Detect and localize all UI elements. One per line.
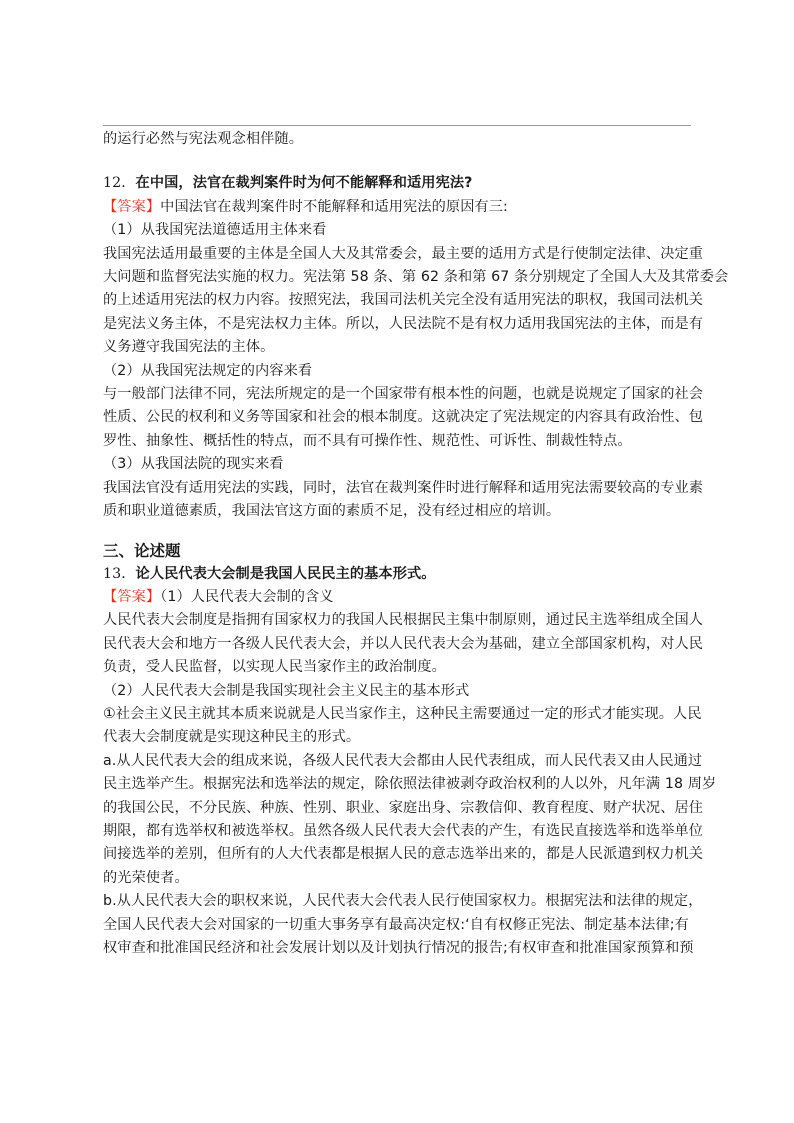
intro-line: 的运行必然与宪法观念相伴随。 [103, 131, 304, 147]
q13-point-2-line: a.从人民代表大会的组成来说，各级人民代表大会都由人民代表组成，而人民代表又由人民通过 [103, 752, 703, 769]
q13-point-2-line: 民主选举产生。根据宪法和选举法的规定，除依照法律被剥夺政治权利的人以外，凡年满 18 周岁 [103, 776, 717, 793]
q12-point-2-line: 性质、公民的权利和义务等国家和社会的根本制度。这就决定了宪法规定的内容具有政治性、包 [103, 409, 704, 426]
q13-point-2-line: ①社会主义民主就其本质来说就是人民当家作主，这种民主需要通过一定的形式才能实现。人民 [103, 705, 702, 722]
q13-point-2-line: 期限，都有选举权和被选举权。虽然各级人民代表大会代表的产生，有选民直接选举和选举单位 [103, 822, 704, 839]
q13-point-2-line: 权审查和批准国民经济和社会发展计划以及计划执行情况的报告;有权审查和批准国家预算和预 [103, 940, 694, 956]
q13-point-1-line: 人民代表大会制度是指拥有国家权力的我国人民根据民主集中制原则，通过民主选举组成全国人 [103, 612, 704, 629]
question-13-answer-intro [103, 586, 691, 609]
q13-point-2-line: 全国人民代表大会对国家的一切重大事务享有最高决定权:‘自有权修正宪法、制定基本法律;有 [103, 916, 689, 933]
q13-point-1-line: 民代表大会和地方一各级人民代表大会，并以人民代表大会为基础，建立全部国家机构，对人民 [103, 635, 704, 652]
question-13-title [103, 563, 691, 586]
q13-point-1-line: 负责，受人民监督，以实现人民当家作主的政治制度。 [103, 659, 446, 676]
question-13-number: 13． [103, 565, 136, 582]
question-12-text: 在中国，法官在裁判案件时为何不能解释和适用宪法? [135, 175, 473, 192]
answer-intro-text: 中国法官在裁判案件时不能解释和适用宪法的原因有三: [160, 198, 508, 215]
question-12-number: 12． [103, 175, 136, 192]
q12-point-1-line: 大问题和监督宪法实施的权力。宪法第 58 条、第 62 条和第 67 条分别规定了全国人大及其常委会 [103, 269, 729, 286]
q12-point-1-line: 的上述适用宪法的权力内容。按照宪法，我国司法机关完全没有适用宪法的职权，我国司法机关 [103, 292, 704, 309]
q13-point-2-line: 代表大会制度就是实现这种民主的形式。 [103, 729, 361, 746]
q13-point-2-line: b.从人民代表大会的职权来说，人民代表大会代表人民行使国家权力。根据宪法和法律的规定， [103, 893, 703, 910]
q12-point-3-line: 质和职业道德素质，我国法官这方面的素质不足，没有经过相应的培训。 [103, 503, 561, 520]
q13-point-2-line: 的光荣使者。 [103, 869, 189, 886]
q12-point-1-line: 义务遵守我国宪法的主体。 [103, 339, 275, 356]
q12-point-2-line: 罗性、抽象性、概括性的特点，而不具有可操作性、规范性、可诉性、制裁性特点。 [103, 432, 632, 449]
q12-point-2-line: 与一般部门法律不同，宪法所规定的是一个国家带有根本性的问题，也就是说规定了国家的社会 [103, 386, 704, 403]
q12-point-1-line: 是宪法义务主体，不是宪法权力主体。所以，人民法院不是有权力适用我国宪法的主体，而是有 [103, 315, 704, 332]
q12-point-2-heading: （2）从我国宪法规定的内容来看 [103, 362, 313, 379]
q13-point-2-line: 间接选举的差别，但所有的人大代表都是根据人民的意志选举出来的，都是人民派遣到权力机关 [103, 846, 704, 863]
question-13-text: 论人民代表大会制是我国人民民主的基本形式。 [135, 565, 436, 582]
section-3-title: 三、论述题 [103, 541, 181, 560]
answer-tag: 【答案】 [103, 588, 161, 605]
question-12-answer-intro [103, 196, 691, 219]
q13-point-1-heading: （1）人民代表大会制的含义 [160, 588, 334, 605]
document-body [103, 128, 729, 960]
q12-point-1-line: 我国宪法适用最重要的主体是全国人大及其常委会，最主要的适用方式是行使制定法律、决定重 [103, 245, 704, 262]
q12-point-3-line: 我国法官没有适用宪法的实践，同时，法官在裁判案件时进行解释和适用宪法需要较高的专业素 [103, 479, 704, 496]
q13-point-2-line: 的我国公民，不分民族、种族、性别、职业、家庭出身、宗教信仰、教育程度、财产状况、居住 [103, 799, 704, 816]
answer-tag: 【答案】 [103, 198, 161, 215]
header-divider [103, 125, 691, 126]
q13-point-2-heading: （2）人民代表大会制是我国实现社会主义民主的基本形式 [103, 682, 470, 699]
question-12-title [103, 172, 691, 195]
q12-point-1-heading: （1）从我国宪法道德适用主体来看 [103, 222, 327, 239]
q12-point-3-heading: （3）从我国法院的现实来看 [103, 456, 284, 473]
